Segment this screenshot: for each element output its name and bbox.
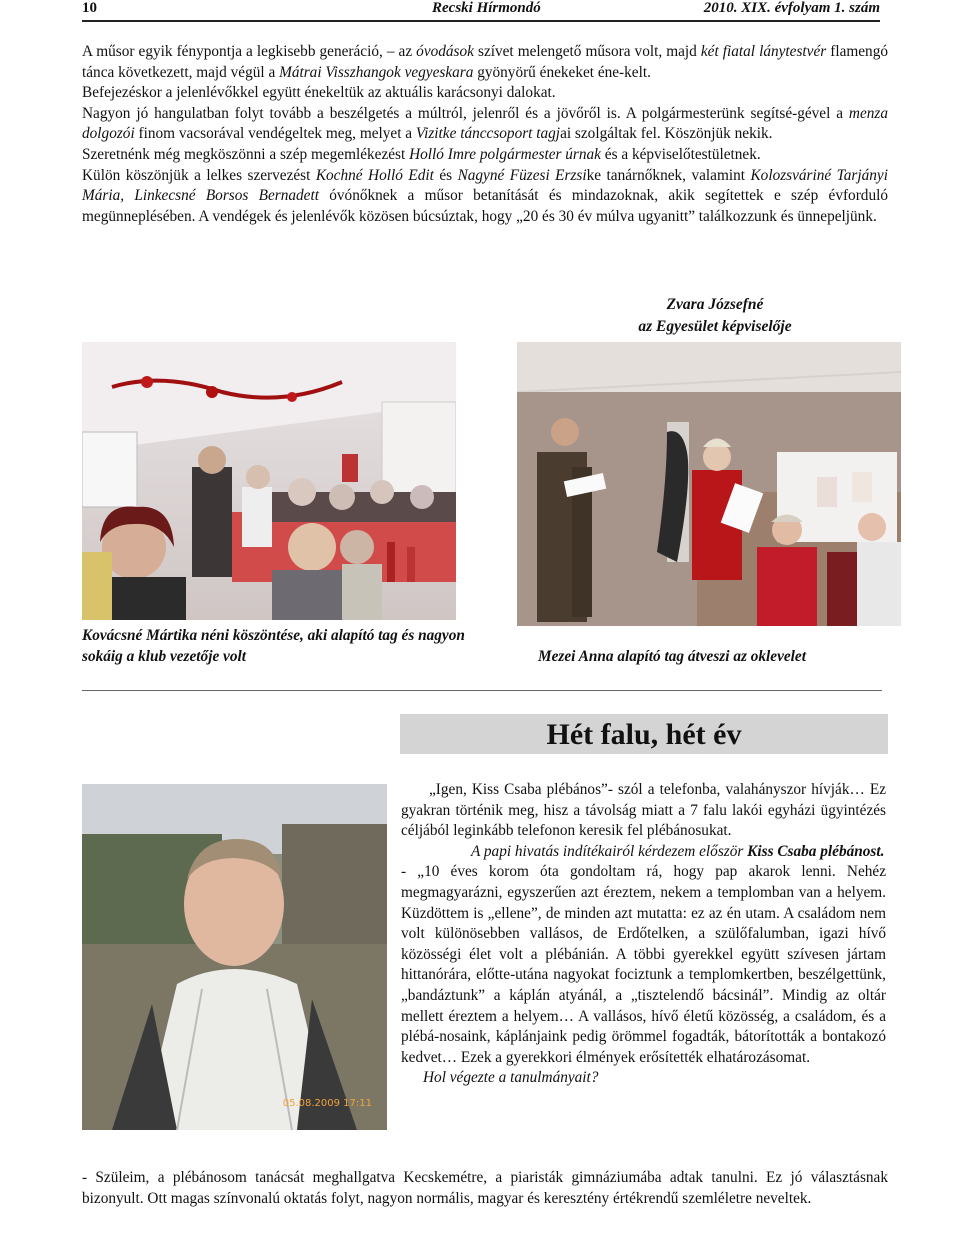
right-photo-caption: Mezei Anna alapító tag átveszi az oklevelet xyxy=(538,648,806,665)
priest-portrait-image xyxy=(82,784,387,1130)
left-photo-caption: Kovácsné Mártika néni köszöntése, aki alapító tag és nagyon sokáig a klub vezetője volt xyxy=(82,627,465,665)
certificate-photo-image xyxy=(517,342,901,626)
article-title: Hét falu, hét év xyxy=(400,714,888,754)
signature-role: az Egyesület képviselője xyxy=(638,318,792,335)
signature-block xyxy=(600,294,830,338)
intro-paragraph-1: A műsor egyik fénypontja a legkisebb generáció, – az óvodások szívet melengető műsora volt, majd két fiatal lánytestvér flamengó tánca következett, majd végül a Mátrai Visszhangok vegyeskara gyönyörű énekeket éne-kelt. xyxy=(82,43,888,81)
publication-name: Recski Hírmondó xyxy=(432,0,541,16)
intro-paragraph-3: Nagyon jó hangulatban folyt tovább a beszélgetés a múltról, jelenről és a jövőről is. A polgármesterünk segítsé-gével a menza dolgozói finom vacsorával vendégeltek meg, melyet a Vizitke tánccsoport tagjai szolgáltak fel. Köszönjük nekik. xyxy=(82,104,888,143)
certificate-photo xyxy=(517,342,901,626)
issue-info: 2010. XIX. évfolyam 1. szám xyxy=(703,0,880,16)
answer-2: - Szüleim, a plébánosom tanácsát meghallgatva Kecskemétre, a piaristák gimnáziumába adtak tanulni. Ez jó választásnak bizonyult. Ott magas színvonalú oktatás folyt, nagyon normális, magyar és keresztény értékrendű szemléletre neveltek. xyxy=(82,1169,888,1207)
intro-text xyxy=(82,42,888,227)
page-number: 10 xyxy=(82,0,97,16)
answer-1: - „10 éves korom óta gondoltam rá, hogy pap akarok lenni. Nehéz megmagyarázni, egyszerűen azt éreztem, nekem a templomban van a helyem. Küzdöttem is „ellene”, de minden azt mutatta: ez az én utam. A családom nem volt különösebben vallásos, de Erdőtelken, a szülőfalumban, igazi hívő közösségi élet volt a plébánián. A többi gyerekkel együtt szívesen jártam hittanórára, előtte-utána nagyokat fociztunk a templomkertben, beszélgettünk, „bandáztunk” a káplán atyánál, a „tisztelendő bácsinál”. Mindig az oltár mellett éreztem a helyem… A vallásos, hívő életű közösség, a családom, és a plébá-nosaink, káplánjaink pedig örömmel fogadták, bátorították a bontakozó kedvet… Ezek a gyerekkori élmények erősítették elhatározásomat. xyxy=(401,863,886,1066)
photo-timestamp: 05.08.2009 17:11 xyxy=(282,1098,372,1109)
page-header xyxy=(82,0,880,22)
intro-paragraph-4: Szeretnénk még megköszönni a szép megemlékezést Holló Imre polgármester úrnak és a képviselőtestületnek. xyxy=(82,145,761,163)
dinner-hall-photo-image xyxy=(82,342,456,620)
question-1: A papi hivatás indítékairól kérdezem először Kiss Csaba plébánost. xyxy=(471,842,885,860)
article-column xyxy=(401,780,886,1089)
article-intro-paragraph: „Igen, Kiss Csaba plébános”- szól a telefonba, valahányszor hívják… Ez gyakran történik meg, hisz a távolság miatt a 7 falu lakói egyházi ügyintézés céljából leginkább telefonon keresik fel plébánosukat. xyxy=(401,781,886,840)
signature-name: Zvara Józsefné xyxy=(666,296,764,313)
intro-paragraph-2: Befejezéskor a jelenlévőkkel együtt énekeltük az aktuális karácsonyi dalokat. xyxy=(82,84,556,102)
dinner-hall-photo xyxy=(82,342,456,620)
intro-paragraph-5: Külön köszönjük a lelkes szervezést Kochné Holló Edit és Nagyné Füzesi Erzsike tanárnőknek, valamint Kolozsváriné Tarjányi Mária, Linkecsné Borsos Bernadett óvónőknek a műsor betanítását és mindazoknak, akik segítettek e szép évforduló megünneplésében. A vendégek és jelenlévők közösen búcsúztak, hogy „20 és 30 év múlva ugyanitt” találkozzunk és ünnepeljünk. xyxy=(82,166,888,225)
question-2: Hol végezte a tanulmányait? xyxy=(423,1069,599,1087)
priest-portrait-photo xyxy=(82,784,387,1130)
section-divider xyxy=(82,690,882,691)
